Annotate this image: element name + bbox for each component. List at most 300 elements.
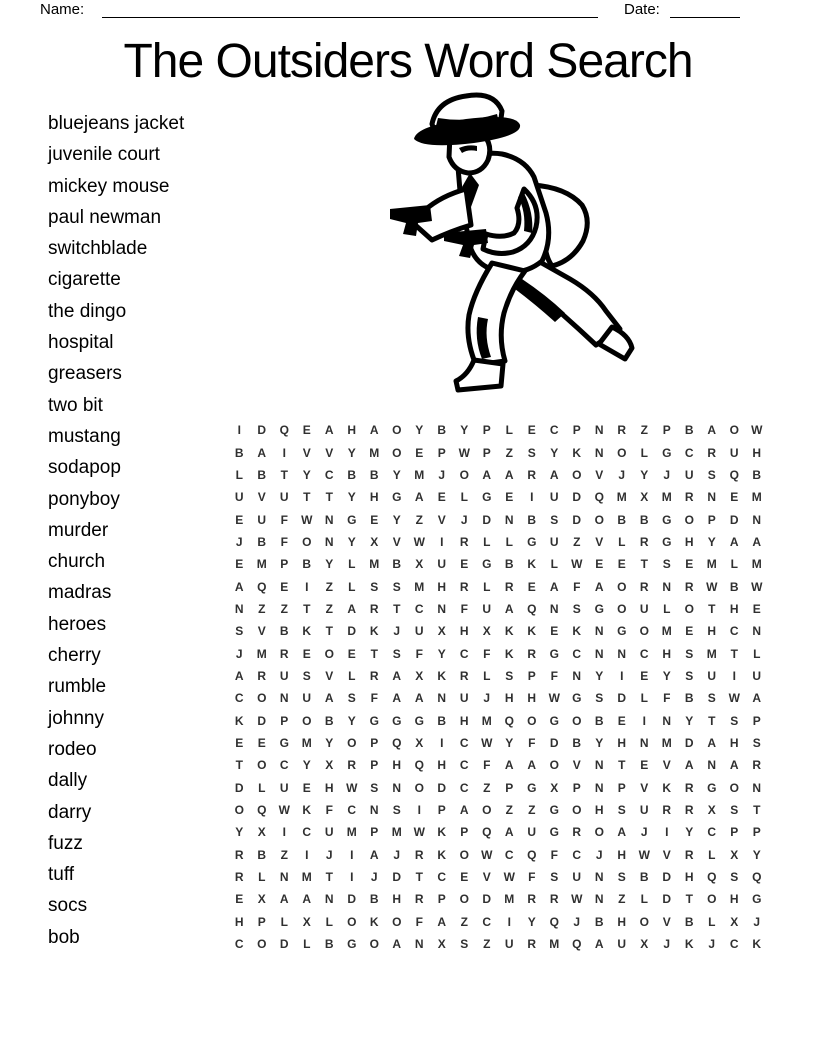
grid-letter: N bbox=[752, 512, 762, 527]
grid-letter: Y bbox=[302, 758, 311, 773]
grid-letter: B bbox=[234, 445, 244, 460]
grid-letter: Y bbox=[302, 467, 311, 482]
grid-letter: A bbox=[617, 825, 627, 840]
grid-letter: L bbox=[348, 668, 356, 683]
grid-letter: Q bbox=[527, 847, 537, 862]
grid-letter: P bbox=[527, 668, 536, 683]
grid-letter: J bbox=[708, 937, 716, 952]
grid-letter: E bbox=[235, 892, 244, 907]
grid-letter: R bbox=[572, 825, 582, 840]
grid-letter: T bbox=[303, 601, 311, 616]
grid-letter: F bbox=[415, 646, 423, 661]
grid-letter: N bbox=[662, 579, 672, 594]
word-list-item: switchblade bbox=[48, 238, 148, 260]
grid-letter: B bbox=[504, 557, 514, 572]
grid-letter: E bbox=[617, 713, 626, 728]
grid-letter: G bbox=[482, 490, 492, 505]
grid-letter: Y bbox=[595, 668, 604, 683]
grid-letter: C bbox=[482, 914, 492, 929]
grid-letter: H bbox=[594, 803, 604, 818]
word-list-item: socs bbox=[48, 895, 88, 917]
grid-letter: S bbox=[617, 803, 626, 818]
grid-letter: F bbox=[550, 847, 558, 862]
grid-letter: M bbox=[391, 825, 402, 840]
grid-letter: S bbox=[392, 803, 401, 818]
grid-letter: P bbox=[257, 914, 266, 929]
grid-letter: R bbox=[369, 668, 379, 683]
grid-letter: I bbox=[350, 847, 354, 862]
grid-letter: I bbox=[350, 870, 354, 885]
letter-grid bbox=[228, 419, 768, 955]
grid-letter: G bbox=[549, 713, 559, 728]
grid-letter: J bbox=[235, 646, 243, 661]
grid-letter: A bbox=[729, 534, 739, 549]
grid-letter: E bbox=[527, 579, 536, 594]
grid-letter: F bbox=[483, 758, 491, 773]
grid-letter: O bbox=[257, 691, 267, 706]
grid-letter: A bbox=[752, 691, 762, 706]
grid-letter: J bbox=[393, 624, 401, 639]
grid-letter: U bbox=[437, 557, 447, 572]
grid-letter: A bbox=[729, 758, 739, 773]
grid-letter: A bbox=[279, 892, 289, 907]
grid-letter: P bbox=[437, 803, 446, 818]
grid-letter: R bbox=[279, 646, 289, 661]
grid-letter: Y bbox=[347, 713, 356, 728]
grid-letter: B bbox=[392, 557, 402, 572]
grid-letter: X bbox=[415, 668, 424, 683]
grid-letter: S bbox=[370, 579, 379, 594]
grid-letter: Y bbox=[325, 557, 334, 572]
word-list bbox=[48, 108, 184, 953]
grid-letter: L bbox=[325, 914, 333, 929]
grid-letter: B bbox=[729, 579, 739, 594]
grid-letter: W bbox=[481, 735, 493, 750]
grid-letter: G bbox=[392, 490, 402, 505]
grid-letter: B bbox=[437, 713, 447, 728]
grid-letter: T bbox=[303, 490, 311, 505]
grid-letter: X bbox=[325, 758, 334, 773]
grid-letter: A bbox=[707, 423, 717, 438]
grid-letter: N bbox=[279, 870, 289, 885]
grid-letter: A bbox=[752, 534, 762, 549]
grid-letter: D bbox=[662, 870, 672, 885]
grid-letter: G bbox=[572, 691, 582, 706]
grid-letter: A bbox=[234, 579, 244, 594]
grid-letter: N bbox=[572, 668, 582, 683]
grid-letter: Y bbox=[505, 735, 514, 750]
grid-letter: T bbox=[708, 713, 716, 728]
grid-letter: H bbox=[729, 601, 739, 616]
grid-letter: L bbox=[640, 445, 648, 460]
grid-letter: S bbox=[347, 691, 356, 706]
grid-letter: R bbox=[527, 937, 537, 952]
word-list-item: juvenile court bbox=[48, 144, 160, 166]
grid-letter: N bbox=[437, 691, 447, 706]
grid-letter: O bbox=[347, 735, 357, 750]
grid-letter: X bbox=[550, 780, 559, 795]
grid-letter: O bbox=[482, 803, 492, 818]
grid-letter: O bbox=[572, 713, 582, 728]
running-gangster-illustration bbox=[374, 92, 644, 394]
grid-letter: U bbox=[414, 624, 424, 639]
grid-letter: R bbox=[684, 847, 694, 862]
grid-letter: O bbox=[459, 892, 469, 907]
grid-letter: T bbox=[280, 467, 288, 482]
grid-letter: R bbox=[527, 892, 537, 907]
grid-letter: C bbox=[302, 825, 312, 840]
grid-letter: U bbox=[324, 825, 334, 840]
grid-letter: B bbox=[639, 870, 649, 885]
grid-letter: T bbox=[708, 601, 716, 616]
grid-letter: J bbox=[573, 914, 581, 929]
grid-letter: U bbox=[639, 601, 649, 616]
grid-letter: Q bbox=[257, 803, 267, 818]
grid-letter: D bbox=[279, 937, 289, 952]
grid-letter: C bbox=[707, 825, 717, 840]
grid-letter: P bbox=[752, 713, 761, 728]
grid-letter: D bbox=[572, 512, 582, 527]
grid-letter: M bbox=[414, 579, 425, 594]
grid-letter: Q bbox=[257, 579, 267, 594]
word-list-item: cherry bbox=[48, 645, 101, 667]
grid-letter: Z bbox=[528, 803, 536, 818]
grid-letter: P bbox=[730, 825, 739, 840]
grid-letter: Y bbox=[415, 423, 424, 438]
grid-letter: R bbox=[234, 847, 244, 862]
grid-letter: O bbox=[684, 601, 694, 616]
grid-letter: U bbox=[482, 601, 492, 616]
grid-letter: Y bbox=[707, 534, 716, 549]
grid-letter: L bbox=[483, 579, 491, 594]
grid-letter: N bbox=[594, 624, 604, 639]
grid-letter: M bbox=[706, 557, 717, 572]
grid-letter: H bbox=[729, 892, 739, 907]
grid-letter: Z bbox=[415, 512, 423, 527]
grid-letter: A bbox=[504, 825, 514, 840]
grid-letter: N bbox=[594, 870, 604, 885]
grid-letter: I bbox=[665, 825, 669, 840]
grid-letter: O bbox=[302, 534, 312, 549]
grid-letter: J bbox=[618, 467, 626, 482]
grid-letter: T bbox=[753, 803, 761, 818]
grid-letter: R bbox=[257, 668, 267, 683]
grid-letter: T bbox=[640, 557, 648, 572]
grid-letter: G bbox=[662, 534, 672, 549]
grid-letter: A bbox=[234, 668, 244, 683]
grid-letter: Q bbox=[752, 870, 762, 885]
grid-letter: M bbox=[661, 735, 672, 750]
grid-letter: A bbox=[594, 937, 604, 952]
grid-letter: D bbox=[437, 780, 447, 795]
grid-letter: H bbox=[392, 892, 402, 907]
grid-letter: R bbox=[617, 423, 627, 438]
grid-letter: H bbox=[234, 914, 244, 929]
grid-letter: N bbox=[279, 691, 289, 706]
grid-letter: I bbox=[282, 825, 286, 840]
grid-letter: C bbox=[234, 691, 244, 706]
grid-letter: N bbox=[392, 780, 402, 795]
grid-letter: Y bbox=[685, 713, 694, 728]
grid-letter: I bbox=[237, 423, 241, 438]
grid-letter: E bbox=[527, 423, 536, 438]
grid-letter: B bbox=[684, 423, 694, 438]
word-list-item: bluejeans jacket bbox=[48, 113, 185, 134]
grid-letter: R bbox=[459, 534, 469, 549]
grid-letter: B bbox=[617, 512, 627, 527]
grid-letter: N bbox=[752, 624, 762, 639]
grid-letter: Z bbox=[640, 423, 648, 438]
grid-letter: D bbox=[684, 735, 694, 750]
grid-letter: A bbox=[504, 601, 514, 616]
grid-letter: Y bbox=[527, 914, 536, 929]
grid-letter: O bbox=[617, 601, 627, 616]
grid-letter: I bbox=[305, 847, 309, 862]
grid-letter: M bbox=[414, 467, 425, 482]
grid-letter: B bbox=[257, 847, 267, 862]
grid-letter: M bbox=[616, 490, 627, 505]
grid-letter: L bbox=[258, 870, 266, 885]
grid-letter: N bbox=[617, 646, 627, 661]
grid-letter: F bbox=[528, 735, 536, 750]
grid-letter: T bbox=[685, 892, 693, 907]
grid-letter: C bbox=[279, 758, 289, 773]
grid-letter: B bbox=[257, 467, 267, 482]
grid-letter: V bbox=[257, 490, 266, 505]
grid-letter: F bbox=[550, 668, 558, 683]
grid-letter: Y bbox=[437, 646, 446, 661]
grid-letter: H bbox=[459, 624, 469, 639]
grid-letter: Y bbox=[325, 735, 334, 750]
grid-letter: U bbox=[684, 467, 694, 482]
grid-letter: G bbox=[414, 713, 424, 728]
grid-letter: Q bbox=[572, 937, 582, 952]
grid-letter: T bbox=[393, 601, 401, 616]
grid-letter: W bbox=[548, 691, 560, 706]
grid-letter: L bbox=[708, 914, 716, 929]
grid-letter: E bbox=[280, 579, 289, 594]
grid-letter: N bbox=[662, 713, 672, 728]
grid-letter: L bbox=[640, 691, 648, 706]
grid-letter: O bbox=[684, 512, 694, 527]
grid-letter: A bbox=[257, 445, 267, 460]
grid-letter: F bbox=[280, 512, 288, 527]
grid-letter: Y bbox=[347, 534, 356, 549]
grid-letter: K bbox=[437, 847, 447, 862]
grid-letter: J bbox=[393, 847, 401, 862]
grid-letter: U bbox=[572, 870, 582, 885]
grid-letter: O bbox=[572, 467, 582, 482]
grid-letter: Y bbox=[752, 847, 761, 862]
grid-letter: H bbox=[392, 758, 402, 773]
grid-letter: U bbox=[302, 691, 312, 706]
grid-letter: H bbox=[684, 534, 694, 549]
grid-letter: G bbox=[662, 512, 672, 527]
grid-letter: K bbox=[572, 624, 582, 639]
grid-letter: U bbox=[504, 937, 514, 952]
grid-letter: H bbox=[617, 914, 627, 929]
grid-letter: W bbox=[638, 847, 650, 862]
grid-letter: B bbox=[279, 624, 289, 639]
grid-letter: N bbox=[369, 803, 379, 818]
grid-letter: R bbox=[414, 892, 424, 907]
grid-letter: K bbox=[572, 445, 582, 460]
grid-letter: L bbox=[505, 534, 513, 549]
grid-letter: I bbox=[440, 735, 444, 750]
grid-letter: C bbox=[459, 646, 469, 661]
grid-letter: N bbox=[707, 490, 717, 505]
grid-letter: Q bbox=[707, 870, 717, 885]
grid-letter: E bbox=[505, 490, 514, 505]
grid-letter: Z bbox=[505, 445, 513, 460]
grid-letter: A bbox=[392, 668, 402, 683]
grid-letter: Y bbox=[235, 825, 244, 840]
grid-letter: S bbox=[302, 668, 311, 683]
word-list-item: cigarette bbox=[48, 269, 121, 291]
grid-letter: G bbox=[279, 735, 289, 750]
grid-letter: W bbox=[751, 579, 763, 594]
grid-letter: Z bbox=[483, 937, 491, 952]
grid-letter: M bbox=[369, 445, 380, 460]
word-list-item: fuzz bbox=[48, 832, 83, 854]
grid-letter: G bbox=[392, 713, 402, 728]
grid-letter: D bbox=[617, 691, 627, 706]
word-list-item: greasers bbox=[48, 363, 122, 385]
grid-letter: E bbox=[235, 557, 244, 572]
grid-letter: V bbox=[662, 847, 671, 862]
grid-letter: D bbox=[482, 892, 492, 907]
grid-letter: J bbox=[370, 870, 378, 885]
grid-letter: Q bbox=[482, 825, 492, 840]
grid-letter: D bbox=[549, 735, 559, 750]
grid-letter: S bbox=[662, 557, 671, 572]
grid-letter: I bbox=[305, 579, 309, 594]
grid-letter: Y bbox=[685, 825, 694, 840]
grid-letter: Z bbox=[618, 892, 626, 907]
grid-letter: D bbox=[392, 870, 402, 885]
grid-letter: B bbox=[347, 467, 357, 482]
grid-letter: G bbox=[527, 534, 537, 549]
grid-letter: V bbox=[595, 467, 604, 482]
grid-letter: Z bbox=[460, 914, 468, 929]
grid-letter: W bbox=[481, 847, 493, 862]
grid-letter: Q bbox=[504, 713, 514, 728]
grid-letter: G bbox=[662, 445, 672, 460]
grid-letter: E bbox=[460, 870, 469, 885]
grid-letter: J bbox=[235, 534, 243, 549]
grid-letter: D bbox=[347, 892, 357, 907]
word-list-item: dally bbox=[48, 770, 88, 792]
grid-letter: P bbox=[482, 423, 491, 438]
grid-letter: R bbox=[527, 646, 537, 661]
grid-letter: V bbox=[302, 445, 311, 460]
grid-letter: S bbox=[685, 646, 694, 661]
grid-letter: J bbox=[325, 847, 333, 862]
grid-letter: Y bbox=[640, 467, 649, 482]
grid-letter: O bbox=[257, 758, 267, 773]
grid-letter: C bbox=[347, 803, 357, 818]
grid-letter: Z bbox=[505, 803, 513, 818]
grid-letter: B bbox=[257, 534, 267, 549]
grid-letter: I bbox=[642, 713, 646, 728]
grid-letter: N bbox=[594, 423, 604, 438]
grid-letter: T bbox=[618, 758, 626, 773]
grid-letter: H bbox=[324, 780, 334, 795]
grid-letter: U bbox=[752, 668, 762, 683]
grid-letter: D bbox=[482, 512, 492, 527]
grid-letter: Y bbox=[392, 467, 401, 482]
grid-letter: Q bbox=[527, 601, 537, 616]
grid-letter: W bbox=[301, 512, 313, 527]
grid-letter: G bbox=[707, 780, 717, 795]
grid-letter: E bbox=[235, 735, 244, 750]
grid-letter: F bbox=[325, 803, 333, 818]
grid-letter: L bbox=[753, 646, 761, 661]
grid-letter: L bbox=[258, 780, 266, 795]
grid-letter: N bbox=[324, 892, 334, 907]
grid-letter: C bbox=[459, 780, 469, 795]
grid-letter: E bbox=[370, 512, 379, 527]
grid-letter: Q bbox=[594, 490, 604, 505]
grid-letter: J bbox=[663, 937, 671, 952]
grid-letter: A bbox=[459, 803, 469, 818]
grid-letter: X bbox=[640, 490, 649, 505]
grid-letter: V bbox=[392, 534, 401, 549]
grid-letter: R bbox=[639, 534, 649, 549]
grid-letter: R bbox=[459, 579, 469, 594]
grid-letter: Z bbox=[325, 601, 333, 616]
word-list-item: madras bbox=[48, 582, 112, 604]
grid-letter: R bbox=[662, 803, 672, 818]
grid-letter: L bbox=[303, 937, 311, 952]
grid-letter: O bbox=[549, 758, 559, 773]
name-fill-line bbox=[102, 1, 598, 18]
grid-letter: R bbox=[707, 445, 717, 460]
grid-letter: G bbox=[549, 803, 559, 818]
grid-letter: M bbox=[256, 646, 267, 661]
grid-letter: N bbox=[639, 735, 649, 750]
word-list-item: church bbox=[48, 551, 106, 573]
grid-letter: N bbox=[504, 512, 514, 527]
grid-letter: S bbox=[392, 646, 401, 661]
page-title: The Outsiders Word Search bbox=[123, 35, 693, 88]
grid-letter: S bbox=[730, 713, 739, 728]
grid-letter: V bbox=[572, 758, 581, 773]
grid-letter: H bbox=[752, 445, 762, 460]
grid-letter: H bbox=[369, 490, 379, 505]
grid-letter: E bbox=[640, 758, 649, 773]
grid-letter: K bbox=[302, 803, 312, 818]
grid-letter: R bbox=[549, 892, 559, 907]
grid-letter: D bbox=[729, 512, 739, 527]
grid-letter: E bbox=[302, 646, 311, 661]
grid-letter: Y bbox=[347, 490, 356, 505]
grid-letter: Y bbox=[347, 445, 356, 460]
grid-letter: P bbox=[505, 780, 514, 795]
grid-letter: K bbox=[527, 624, 537, 639]
grid-letter: I bbox=[440, 534, 444, 549]
grid-letter: I bbox=[417, 803, 421, 818]
gangster-clipart-svg bbox=[374, 92, 644, 394]
grid-letter: N bbox=[549, 601, 559, 616]
grid-letter: R bbox=[459, 668, 469, 683]
grid-letter: L bbox=[618, 534, 626, 549]
grid-letter: U bbox=[617, 937, 627, 952]
grid-letter: A bbox=[527, 758, 537, 773]
grid-letter: V bbox=[595, 534, 604, 549]
grid-letter: M bbox=[301, 870, 312, 885]
grid-letter: M bbox=[751, 557, 762, 572]
